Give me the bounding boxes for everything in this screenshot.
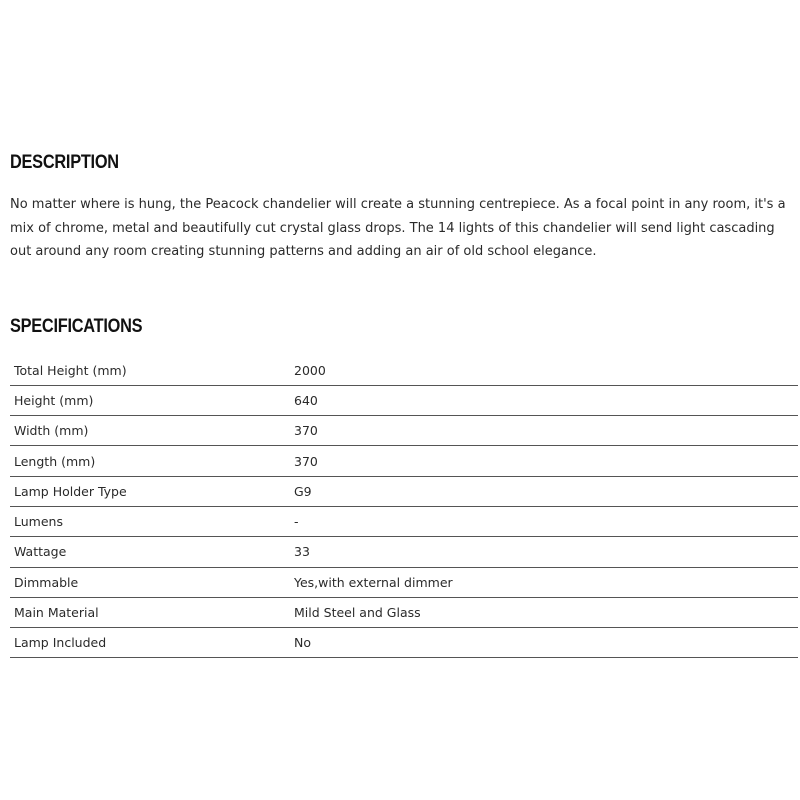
spec-name: Dimmable bbox=[10, 567, 290, 597]
spec-value: 640 bbox=[290, 385, 798, 415]
spec-name: Wattage bbox=[10, 537, 290, 567]
spec-row-width bbox=[10, 416, 798, 446]
product-details-content bbox=[10, 151, 798, 658]
description-heading: DESCRIPTION bbox=[10, 152, 119, 173]
spec-row-total-height bbox=[10, 356, 798, 386]
spec-value: Mild Steel and Glass bbox=[290, 597, 798, 627]
spec-row-wattage bbox=[10, 537, 798, 567]
spec-row-main-material bbox=[10, 597, 798, 627]
spec-row-lamp-included bbox=[10, 628, 798, 658]
spec-name: Lamp Holder Type bbox=[10, 476, 290, 506]
spec-value: - bbox=[290, 506, 798, 536]
spec-name: Total Height (mm) bbox=[10, 356, 290, 386]
spec-row-dimmable bbox=[10, 567, 798, 597]
spec-name: Lamp Included bbox=[10, 628, 290, 658]
spec-value: G9 bbox=[290, 476, 798, 506]
spec-row-lumens bbox=[10, 506, 798, 536]
spec-value: 33 bbox=[290, 537, 798, 567]
spec-name: Main Material bbox=[10, 597, 290, 627]
spec-name: Height (mm) bbox=[10, 385, 290, 415]
specifications-table bbox=[10, 356, 798, 659]
spec-value: No bbox=[290, 628, 798, 658]
spec-name: Width (mm) bbox=[10, 416, 290, 446]
spec-value: 370 bbox=[290, 446, 798, 476]
spec-value: 2000 bbox=[290, 356, 798, 386]
spec-value: Yes,with external dimmer bbox=[290, 567, 798, 597]
spec-value: 370 bbox=[290, 416, 798, 446]
spec-name: Lumens bbox=[10, 506, 290, 536]
description-text: No matter where is hung, the Peacock chandelier will create a stunning centrepiece. As a focal point in any room, it's a mix of chrome, metal and beautifully cut crystal glass drops. The 14 lights of this chandelier will send light cascading out around any room creating stunning patterns and adding an air of old school elegance. bbox=[10, 197, 786, 259]
spec-row-height bbox=[10, 385, 798, 415]
spec-row-lamp-holder-type bbox=[10, 476, 798, 506]
specifications-heading: SPECIFICATIONS bbox=[10, 315, 143, 337]
spec-name: Length (mm) bbox=[10, 446, 290, 476]
spec-row-length bbox=[10, 446, 798, 476]
